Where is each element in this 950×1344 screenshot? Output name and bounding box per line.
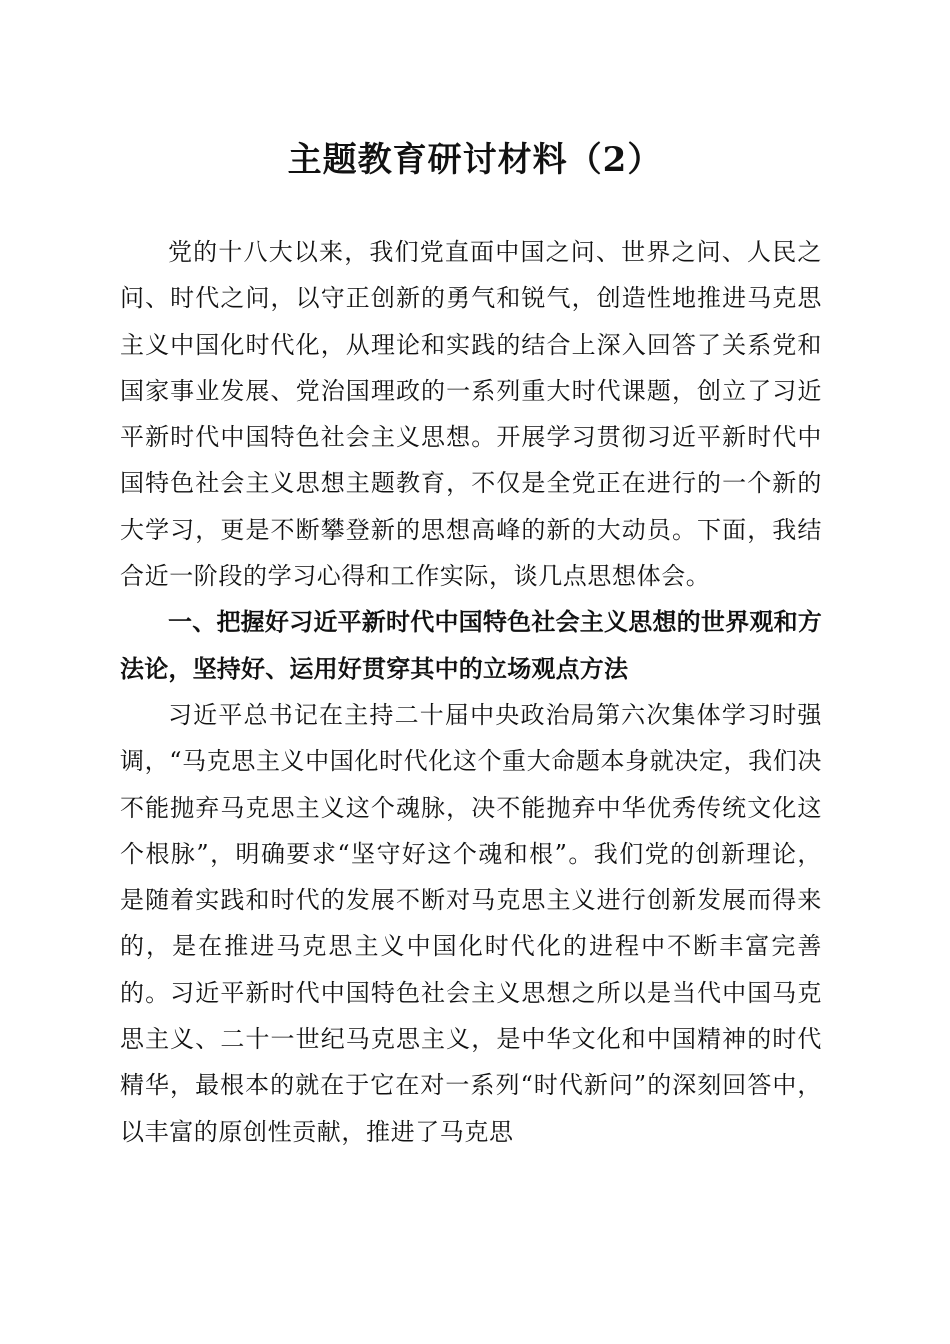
document-body bbox=[120, 229, 822, 1155]
intro-paragraph: 党的十八大以来，我们党直面中国之问、世界之问、人民之问、时代之问，以守正创新的勇气和锐气，创造性地推进马克思主义中国化时代化，从理论和实践的结合上深入回答了关系党和国家事业发展、党治国理政的一系列重大时代课题，创立了习近平新时代中国特色社会主义思想。开展学习贯彻习近平新时代中国特色社会主义思想主题教育，不仅是全党正在进行的一个新的大学习，更是不断攀登新的思想高峰的新的大动员。下面，我结合近一阶段的学习心得和工作实际，谈几点思想体会。 bbox=[120, 238, 822, 591]
section-heading-1: 一、把握好习近平新时代中国特色社会主义思想的世界观和方法论，坚持好、运用好贯穿其中的立场观点方法 bbox=[120, 608, 822, 683]
document-title: 主题教育研讨材料（2） bbox=[287, 140, 663, 180]
section-paragraph-1: 习近平总书记在主持二十届中央政治局第六次集体学习时强调，“马克思主义中国化时代化这个重大命题本身就决定，我们决不能抛弃马克思主义这个魂脉，决不能抛弃中华优秀传统文化这个根脉”，明确要求“坚守好这个魂和根”。我们党的创新理论，是随着实践和时代的发展不断对马克思主义进行创新发展而得来的，是在推进马克思主义中国化时代化的进程中不断丰富完善的。习近平新时代中国特色社会主义思想之所以是当代中国马克思主义、二十一世纪马克思主义，是中华文化和中国精神的时代精华，最根本的就在于它在对一系列“时代新问”的深刻回答中，以丰富的原创性贡献，推进了马克思 bbox=[120, 700, 822, 1146]
